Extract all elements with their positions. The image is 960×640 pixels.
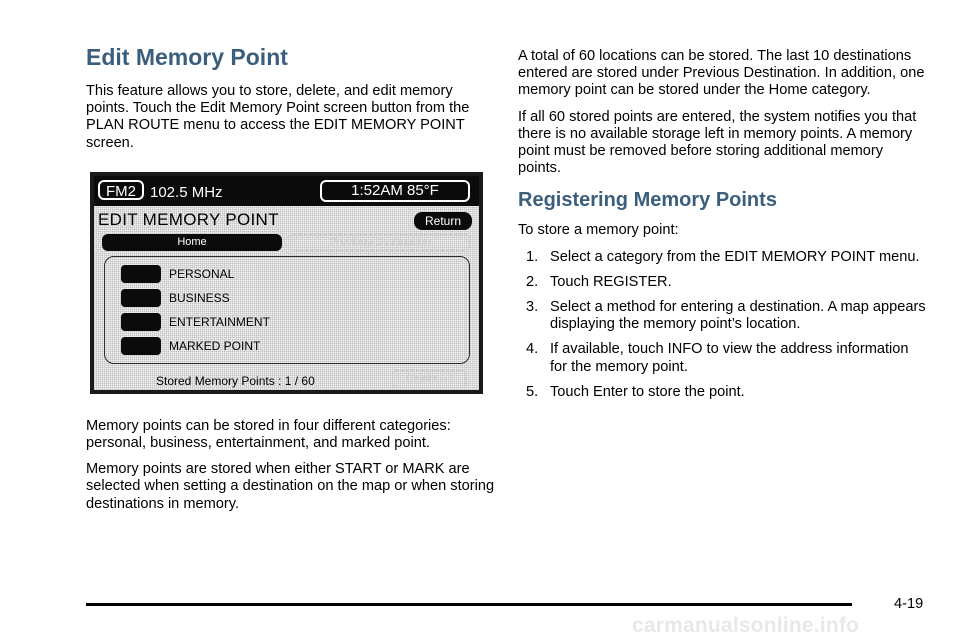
step-text: Touch REGISTER.	[550, 273, 672, 290]
category-button[interactable]	[121, 289, 161, 307]
step-item	[518, 274, 928, 291]
left-column	[86, 44, 496, 522]
category-label: MARKED POINT	[169, 338, 261, 353]
category-button[interactable]	[121, 265, 161, 283]
stored-paragraph: Memory points are stored when either START or MARK are selected when setting a destination on the map or when storing destinations in memory.	[86, 461, 495, 512]
category-button[interactable]	[121, 337, 161, 355]
total-paragraph: A total of 60 locations can be stored. The last 10 destinations entered are stored under Previous Destination. In addition, one memory point can be stored under the Home category.	[518, 48, 925, 99]
step-text: If available, touch INFO to view the address information for the memory point.	[550, 341, 909, 375]
category-list	[104, 256, 470, 364]
stored-count: Stored Memory Points : 1 / 60	[156, 373, 315, 388]
step-item	[518, 249, 928, 266]
page-number: 4-19	[894, 596, 924, 612]
step-text: Select a category from the EDIT MEMORY POINT menu.	[550, 248, 920, 265]
status-bar	[94, 176, 479, 206]
step-text: Select a method for entering a destination. A map appears displaying the memory point’s location.	[550, 299, 926, 333]
section-title: Edit Memory Point	[86, 44, 288, 70]
return-button[interactable]: Return	[414, 212, 472, 230]
category-label: BUSINESS	[169, 290, 230, 305]
full-memory-paragraph: If all 60 stored points are entered, the system notifies you that there is no available storage left in memory points. A memory point must be removed before storing additional memory points.	[518, 108, 917, 177]
category-button[interactable]	[121, 313, 161, 331]
step-item	[518, 299, 928, 333]
step-number: 2.	[526, 273, 539, 290]
footer-rule	[86, 603, 852, 606]
right-column	[518, 48, 928, 409]
delete-all-button[interactable]: Delete All	[392, 370, 466, 388]
step-number: 4.	[526, 341, 539, 358]
step-item	[518, 341, 928, 375]
step-number: 3.	[526, 299, 539, 316]
clock-temperature-readout: 1:52AM 85°F	[320, 180, 470, 202]
steps-intro: To store a memory point:	[518, 222, 679, 239]
step-number: 5.	[526, 383, 539, 400]
watermark: carmanualsonline.info	[632, 614, 860, 637]
categories-paragraph: Memory points can be stored in four different categories: personal, business, entertainment, and marked point.	[86, 417, 451, 452]
tab-home[interactable]: Home	[102, 234, 282, 251]
category-label: ENTERTAINMENT	[169, 314, 270, 329]
subsection-title: Registering Memory Points	[518, 189, 777, 212]
intro-paragraph: This feature allows you to store, delete, and edit memory points. Touch the Edit Memory Point screen button from the PLAN ROUTE menu to access the EDIT MEMORY POINT screen.	[86, 83, 470, 151]
steps-list	[518, 249, 928, 401]
screen-display	[94, 176, 479, 390]
step-number: 1.	[526, 248, 539, 265]
edit-memory-point-screen	[90, 172, 483, 394]
frequency-readout: 102.5 MHz	[150, 183, 223, 201]
screen-title: EDIT MEMORY POINT	[98, 209, 279, 229]
step-text: Touch Enter to store the point.	[550, 383, 745, 400]
tab-previous-destination[interactable]: Previous Destination	[290, 234, 470, 251]
step-item	[518, 384, 928, 401]
category-label: PERSONAL	[169, 266, 235, 281]
band-button[interactable]: FM2	[98, 180, 144, 200]
